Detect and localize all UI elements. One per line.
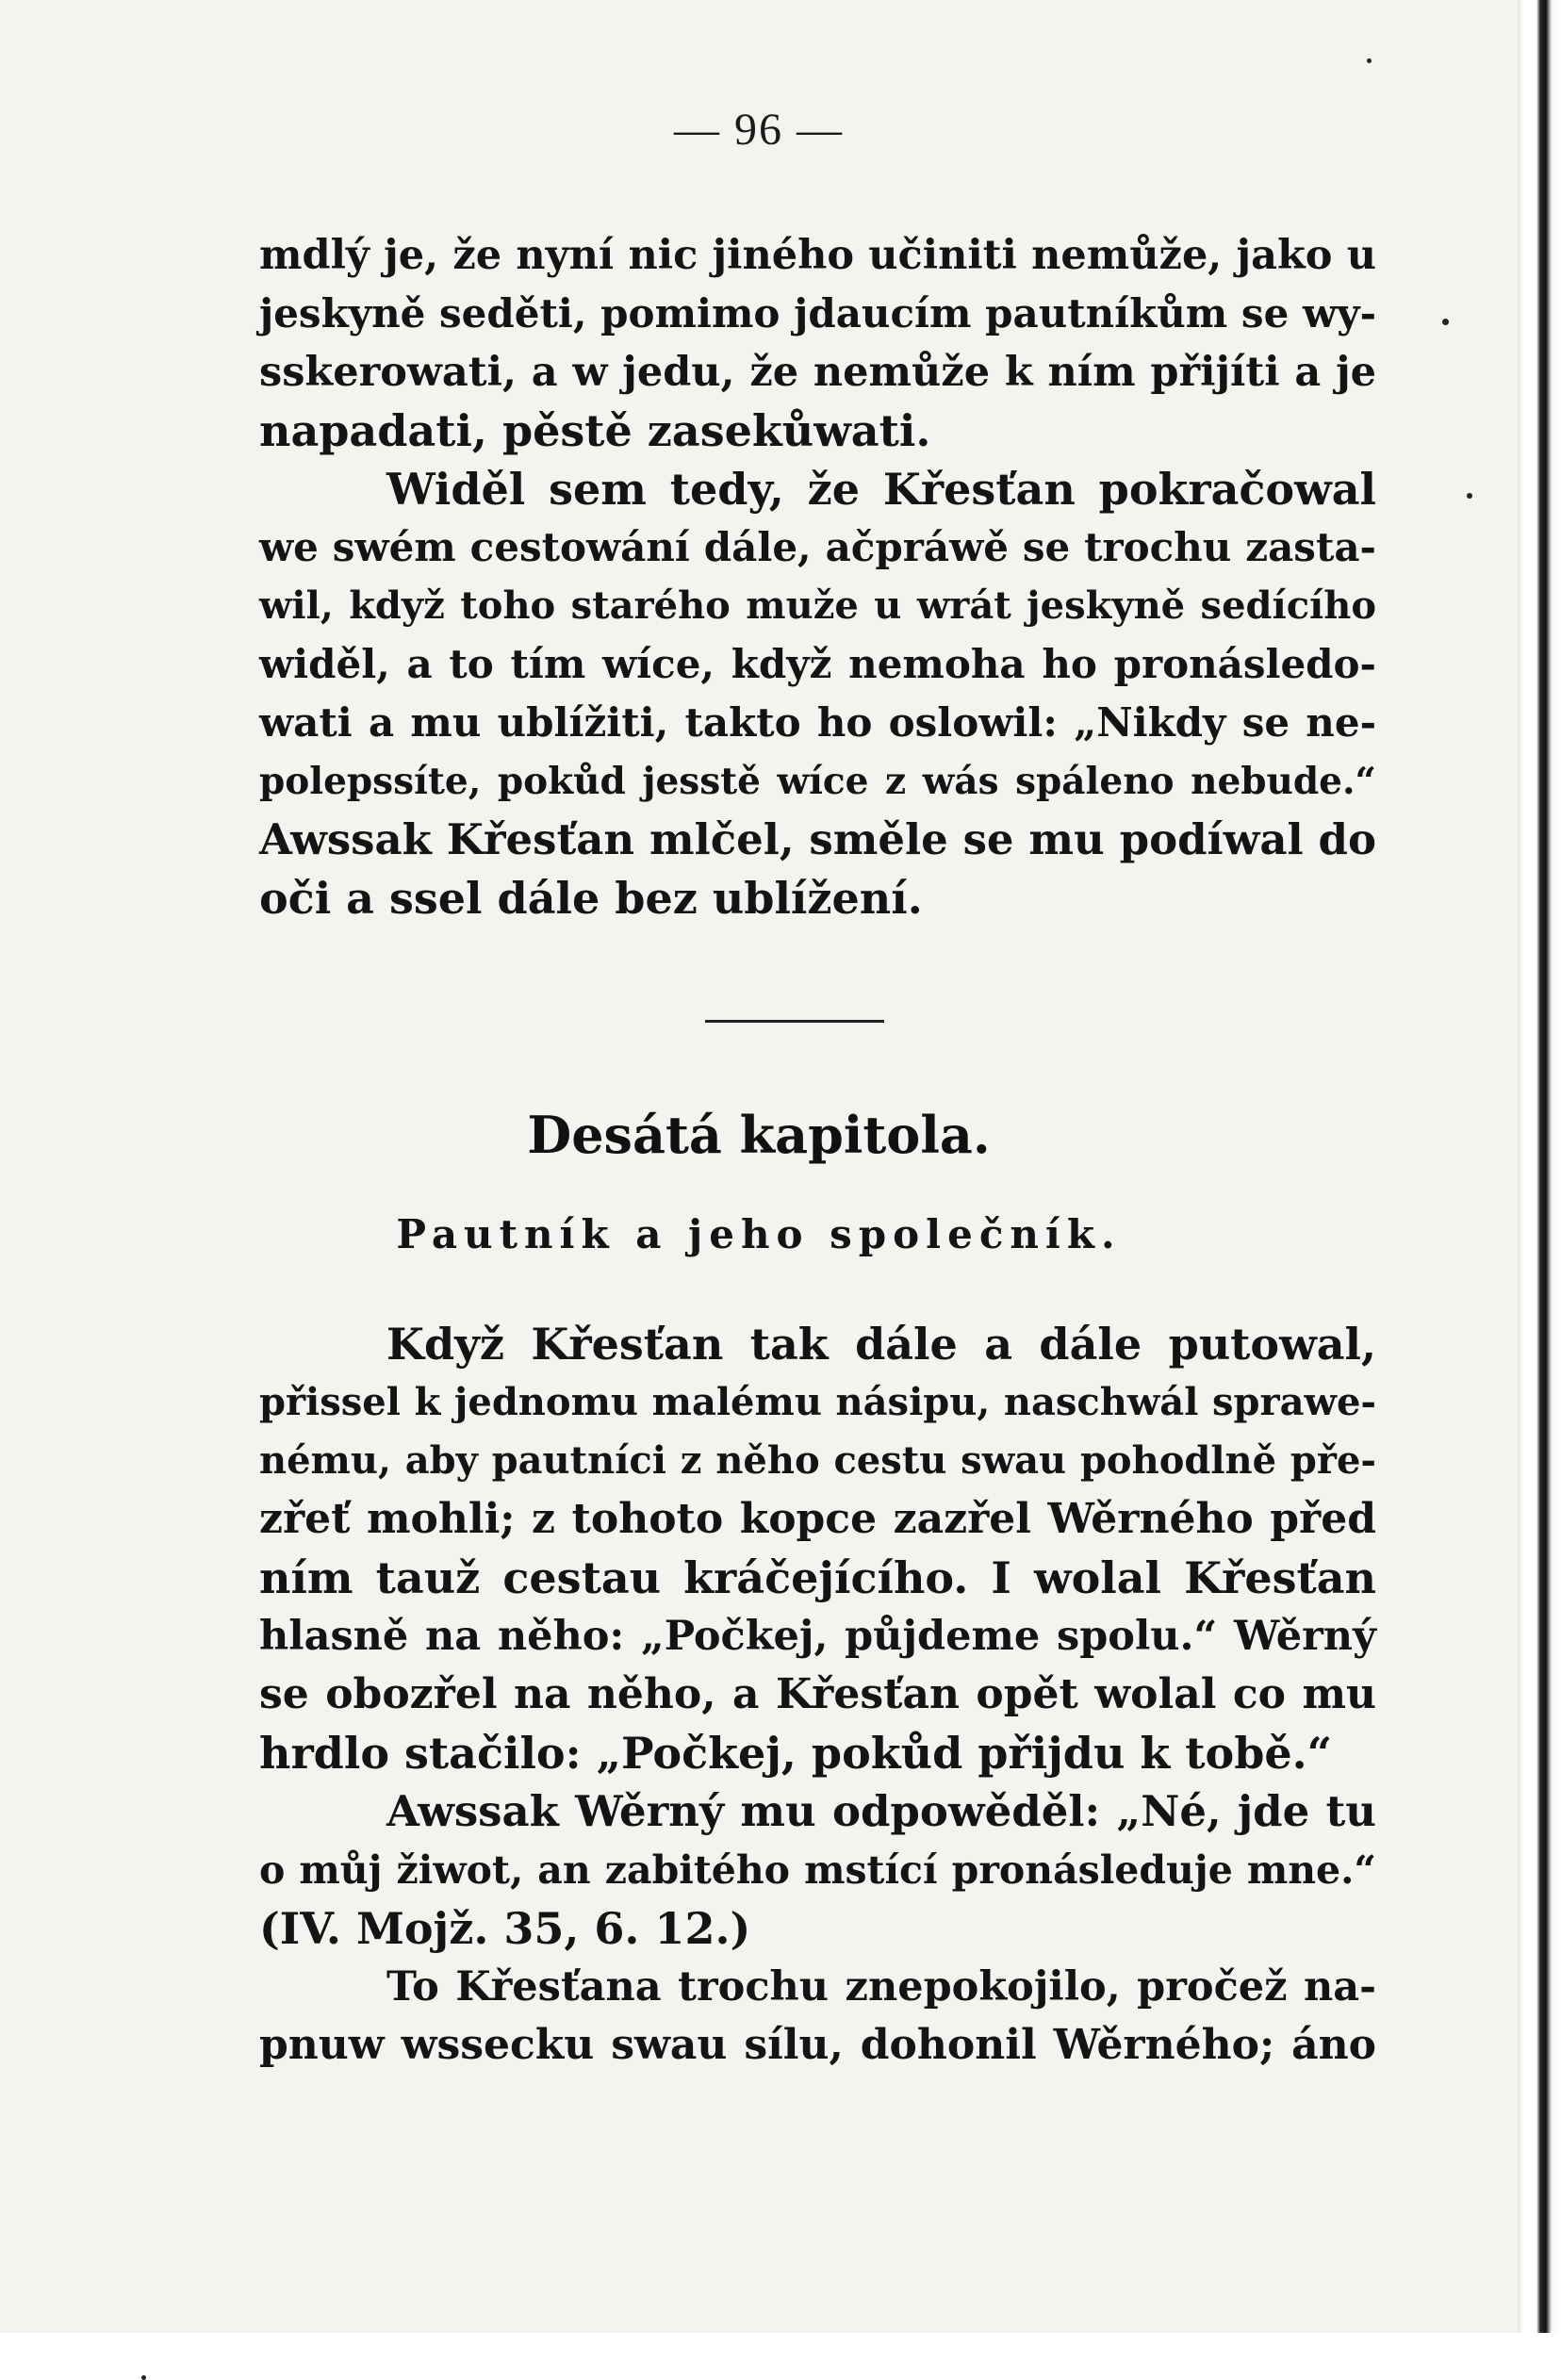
- text-line: se obozřel na něho, a Křesťan opět wolal co mu: [259, 1670, 1376, 1718]
- text-line: hrdlo stačilo: „Počkej, pokůd přijdu k tobě.“: [259, 1728, 1333, 1779]
- scan-speck: [1467, 493, 1472, 499]
- section-divider: [705, 1020, 884, 1023]
- text-line: sskerowati, a w jedu, že nemůže k ním přijíti a je: [259, 349, 1376, 396]
- text-line: ním tauž cestau kráčejícího. I wolal Křesťan: [259, 1552, 1376, 1603]
- text-line: Když Křesťan tak dále a dále putowal,: [386, 1319, 1376, 1370]
- chapter-title: Desátá kapitola.: [527, 1105, 991, 1165]
- book-gutter: [1518, 0, 1561, 2333]
- text-line: polepssíte, pokůd jesstě wíce z wás spáleno nebude.“: [259, 760, 1376, 803]
- text-line: jeskyně seděti, pomimo jdaucím pautníkům se wy-: [259, 290, 1376, 336]
- text-line: napadati, pěstě zasekůwati.: [259, 405, 931, 456]
- text-line: we swém cestowání dále, ačpráwě se trochu zasta-: [259, 524, 1376, 570]
- text-line: oči a ssel dále bez ublížení.: [259, 873, 923, 924]
- text-line: hlasně na něho: „Počkej, půjdeme spolu.“ Wěrný: [259, 1613, 1376, 1660]
- chapter-subtitle: Pautník a jeho společník.: [396, 1211, 1122, 1257]
- text-line: Widěl sem tedy, že Křesťan pokračowal: [386, 464, 1376, 515]
- text-line: mdlý je, že nyní nic jiného učiniti nemůže, jako u: [259, 232, 1376, 279]
- scan-speck: [141, 2375, 146, 2380]
- text-line: Awssak Wěrný mu odpowěděl: „Né, jde tu: [386, 1786, 1376, 1836]
- text-line: (IV. Mojž. 35, 6. 12.): [259, 1903, 751, 1954]
- text-line: nému, aby pautníci z něho cestu swau pohodlně pře-: [259, 1438, 1376, 1483]
- text-line: widěl, a to tím wíce, když nemoha ho pronásledo-: [259, 641, 1376, 687]
- text-line: přissel k jednomu malému násipu, naschwál sprawe-: [259, 1380, 1376, 1424]
- page-number: — 96 —: [674, 105, 844, 155]
- text-line: Awssak Křesťan mlčel, směle se mu podíwal do: [259, 814, 1376, 864]
- text-line: wil, když toho starého muže u wrát jeskyně sedícího: [259, 583, 1376, 628]
- text-line: zřeť mohli; z tohoto kopce zazřel Wěrného před: [259, 1495, 1376, 1543]
- text-line: o můj žiwot, an zabitého mstící pronásleduje mne.“: [259, 1847, 1376, 1893]
- text-line: pnuw wssecku swau sílu, dohonil Wěrného; áno: [259, 2021, 1376, 2069]
- text-line: wati a mu ublížiti, takto ho oslowil: „Nikdy se ne-: [259, 699, 1376, 746]
- scan-speck: [1367, 58, 1372, 63]
- scan-speck: [1442, 319, 1449, 325]
- text-line: To Křesťana trochu znepokojilo, pročež na-: [386, 1963, 1376, 2011]
